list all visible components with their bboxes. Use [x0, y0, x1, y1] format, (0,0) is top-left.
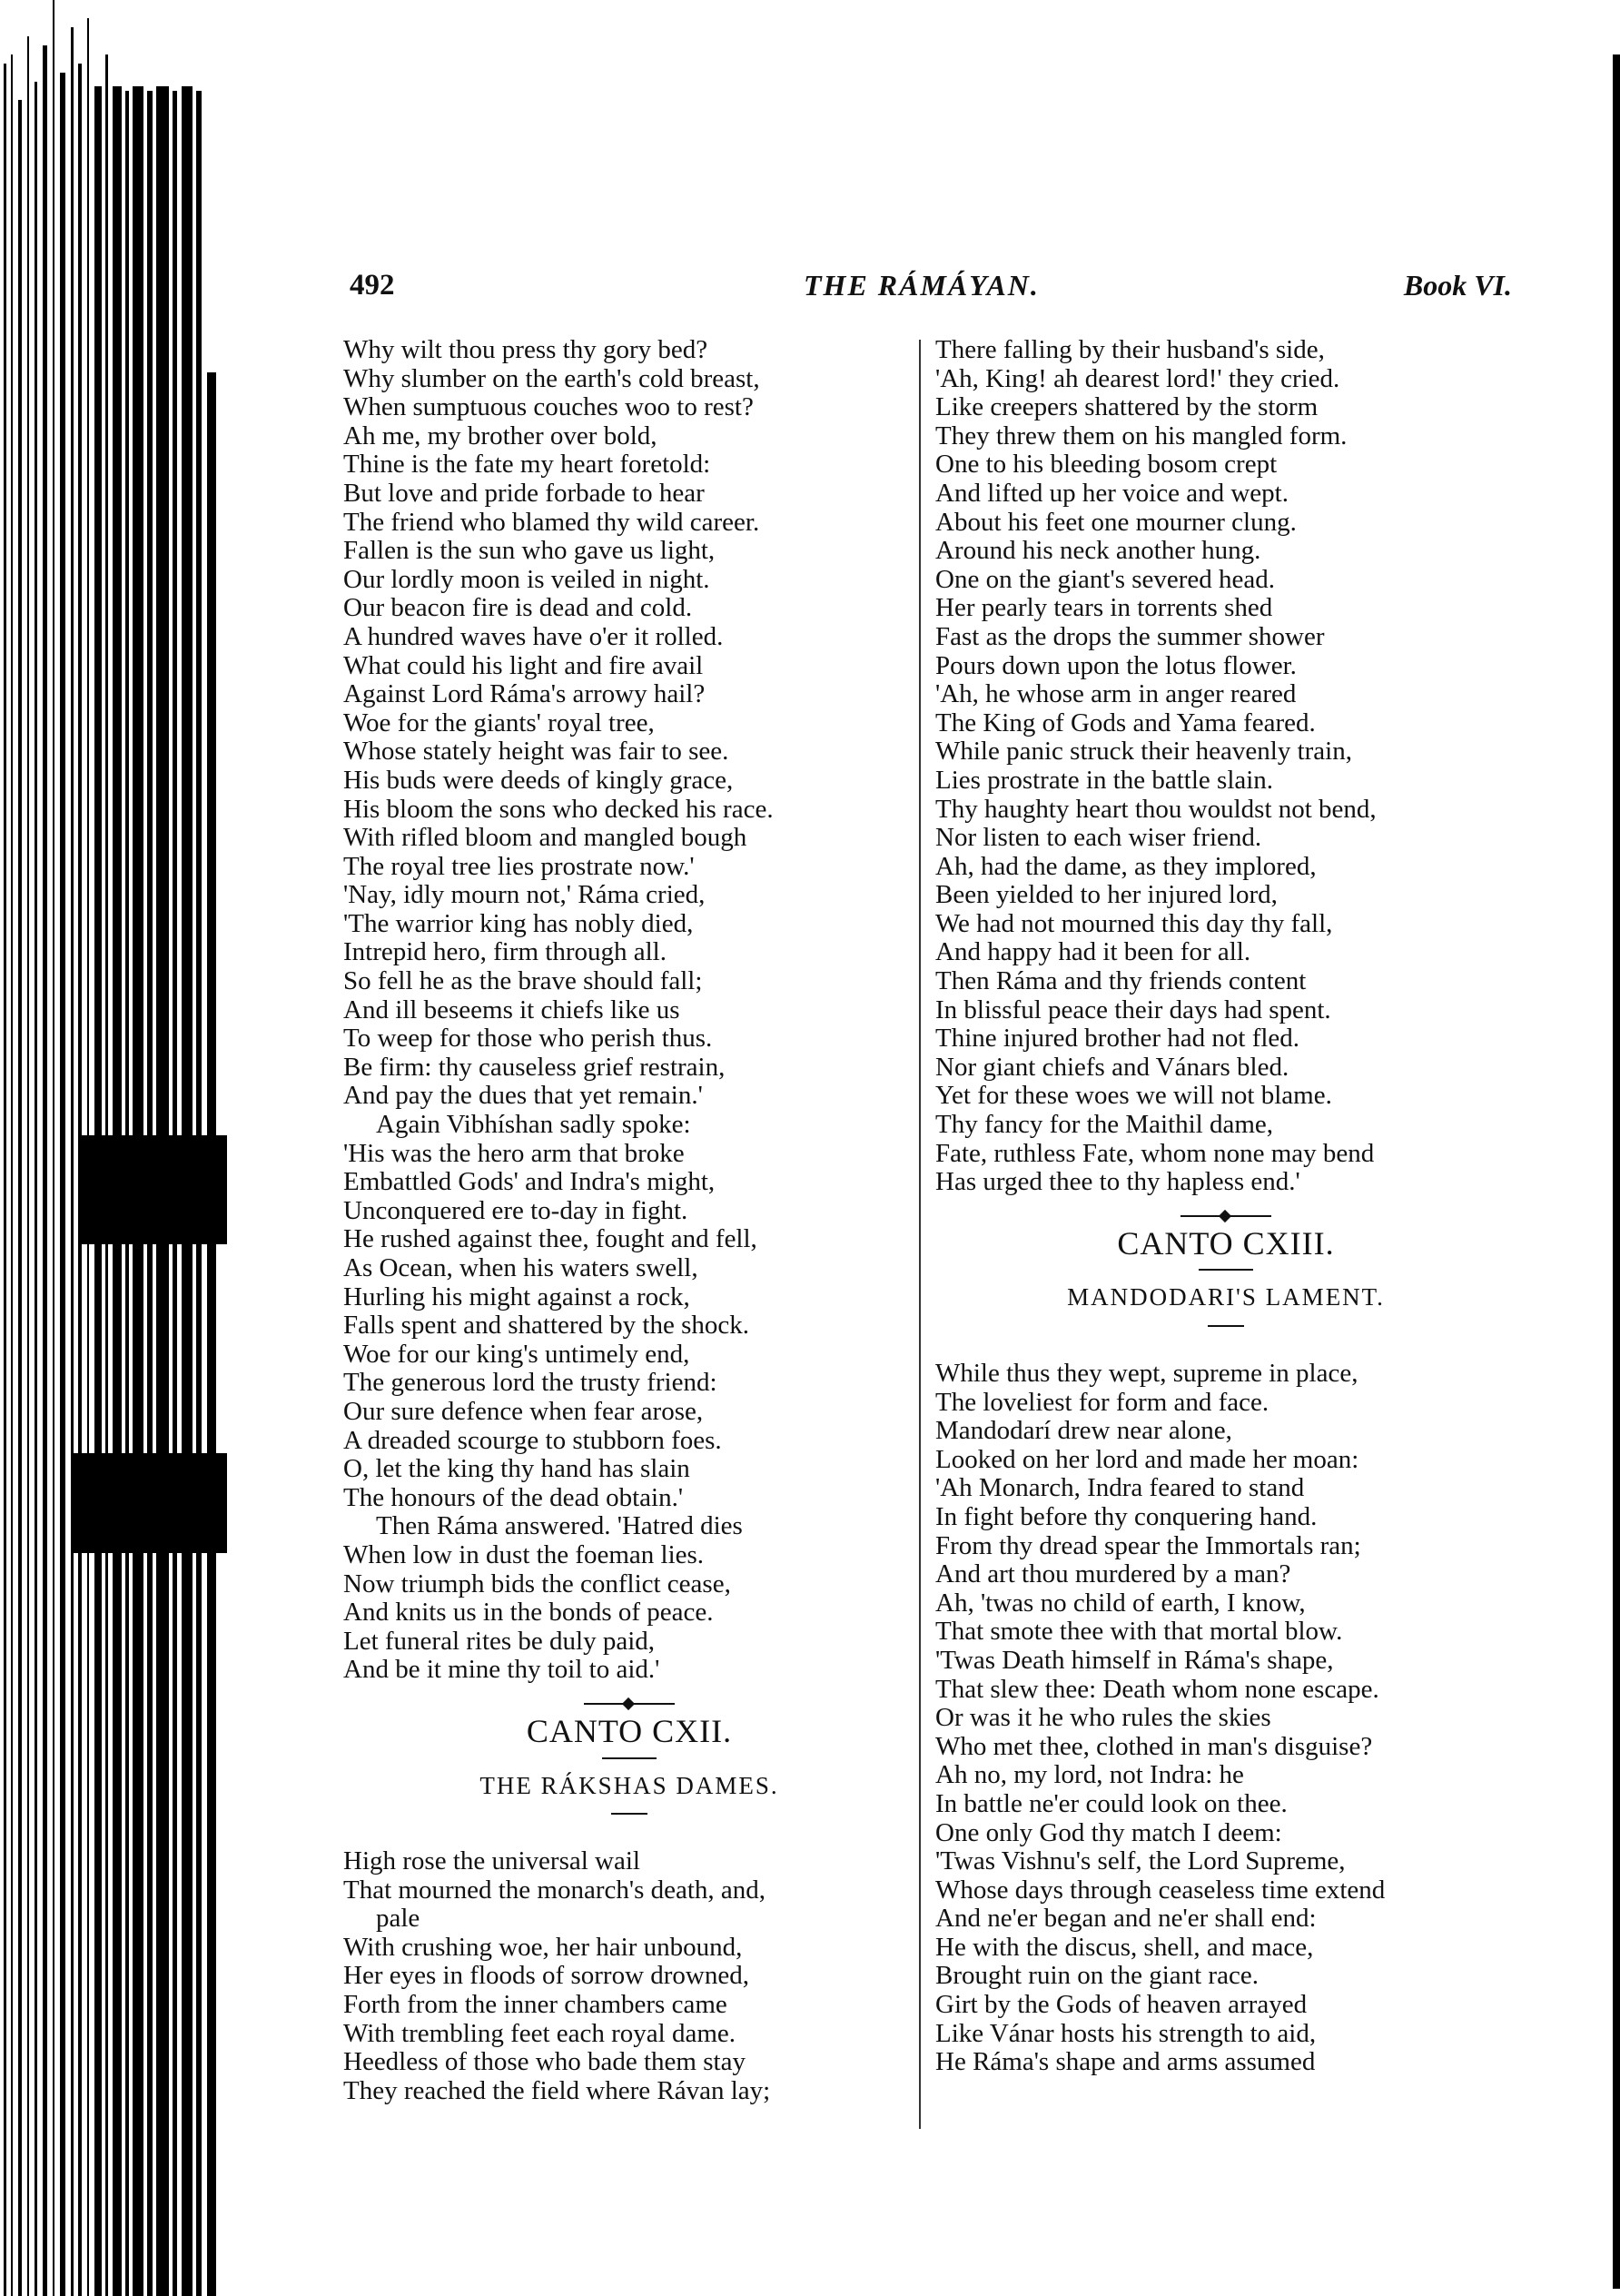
- verse-line: Ah, had the dame, as they implored,: [935, 851, 1317, 881]
- verse-line: Hurling his might against a rock,: [343, 1282, 690, 1311]
- verse-line: They threw them on his mangled form.: [935, 421, 1348, 450]
- right-column: [935, 336, 1516, 2077]
- verse-line: Forth from the inner chambers came: [343, 1990, 727, 2020]
- verse-block: [343, 1140, 915, 1513]
- verse-line: The generous lord the trusty friend:: [343, 1368, 717, 1398]
- verse-line: While thus they wept, supreme in place,: [935, 1359, 1358, 1388]
- verse-block: [343, 1541, 915, 1685]
- verse-line: He rushed against thee, fought and fell,: [343, 1224, 757, 1254]
- page-edge-stripes: [0, 0, 227, 2296]
- verse-line: The King of Gods and Yama feared.: [935, 708, 1316, 737]
- verse-line: Falls spent and shattered by the shock.: [343, 1311, 749, 1341]
- verse-line: There falling by their husband's side,: [935, 335, 1325, 364]
- verse-line: 'His was the hero arm that broke: [343, 1138, 685, 1168]
- verse-line: Ah no, my lord, not Indra: he: [935, 1760, 1244, 1790]
- verse-line: So fell he as the brave should fall;: [343, 966, 703, 996]
- verse-line: Our sure defence when fear arose,: [343, 1396, 704, 1426]
- verse-line: A dreaded scourge to stubborn foes.: [343, 1425, 722, 1455]
- verse-line: One on the giant's severed head.: [935, 564, 1276, 594]
- verse-line: Woe for the giants' royal tree,: [343, 708, 655, 737]
- verse-line: And ill beseems it chiefs like us: [343, 995, 680, 1024]
- verse-line: The royal tree lies prostrate now.': [343, 851, 695, 881]
- verse-line: O, let the king thy hand has slain: [343, 1454, 690, 1484]
- verse-line: Against Lord Ráma's arrowy hail?: [343, 679, 706, 709]
- verse-line: Let funeral rites be duly paid,: [343, 1626, 656, 1656]
- verse-line: One only God thy match I deem:: [935, 1817, 1282, 1847]
- verse-line: 'Ah, he whose arm in anger reared: [935, 679, 1297, 709]
- verse-line: To weep for those who perish thus.: [343, 1024, 713, 1054]
- verse-line: Who met thee, clothed in man's disguise?: [935, 1731, 1373, 1761]
- verse-line: Whose days through ceaseless time extend: [935, 1875, 1386, 1905]
- verse-line: Been yielded to her injured lord,: [935, 880, 1278, 910]
- verse-block: [343, 336, 915, 1111]
- verse-line: The friend who blamed thy wild career.: [343, 507, 760, 537]
- verse-line: From thy dread spear the Immortals ran;: [935, 1530, 1361, 1560]
- verse-line: His buds were deeds of kingly grace,: [343, 765, 734, 795]
- verse-line: And knits us in the bonds of peace.: [343, 1598, 714, 1628]
- verse-line: Or was it he who rules the skies: [935, 1703, 1271, 1733]
- verse-line: 'Ah Monarch, Indra feared to stand: [935, 1473, 1305, 1503]
- verse-line: Then Ráma and thy friends content: [935, 966, 1307, 996]
- verse-line: Looked on her lord and made her moan:: [935, 1444, 1359, 1474]
- page-number: 492: [350, 269, 395, 302]
- verse-line: That smote thee with that mortal blow.: [935, 1617, 1343, 1647]
- verse-line: When sumptuous couches woo to rest?: [343, 392, 754, 422]
- verse-line: pale: [376, 1904, 420, 1934]
- verse-line: He Ráma's shape and arms assumed: [935, 2047, 1316, 2077]
- verse-line: With crushing woe, her hair unbound,: [343, 1932, 743, 1962]
- verse-line: And art thou murdered by a man?: [935, 1559, 1291, 1589]
- verse-line: 'Ah, King! ah dearest lord!' they cried.: [935, 363, 1340, 393]
- verse-line: About his feet one mourner clung.: [935, 507, 1297, 537]
- verse-line: With rifled bloom and mangled bough: [343, 823, 747, 853]
- verse-line: Thine injured brother had not fled.: [935, 1024, 1300, 1054]
- verse-line: Nor listen to each wiser friend.: [935, 823, 1262, 853]
- verse-line: Fast as the drops the summer shower: [935, 621, 1325, 651]
- verse-line: High rose the universal wail: [343, 1846, 640, 1876]
- verse-line: Thy fancy for the Maithil dame,: [935, 1110, 1274, 1140]
- verse-block: [343, 1847, 915, 1905]
- right-page-edge: [1613, 54, 1620, 2289]
- verse-line: Pours down upon the lotus flower.: [935, 650, 1297, 680]
- subtitle-rule: [1208, 1325, 1244, 1327]
- verse-line: Our beacon fire is dead and cold.: [343, 593, 693, 623]
- verse-line: Our lordly moon is veiled in night.: [343, 564, 710, 594]
- verse-line: When low in dust the foeman lies.: [343, 1539, 705, 1569]
- verse-line: And happy had it been for all.: [935, 937, 1251, 967]
- verse-line: But love and pride forbade to hear: [343, 478, 705, 508]
- verse-line: Be firm: thy causeless grief restrain,: [343, 1052, 726, 1082]
- verse-line: Her eyes in floods of sorrow drowned,: [343, 1961, 749, 1991]
- ornament-divider: [584, 1699, 675, 1708]
- verse-line: What could his light and fire avail: [343, 650, 704, 680]
- verse-line: Like Vánar hosts his strength to aid,: [935, 2018, 1317, 2048]
- verse-line: His bloom the sons who decked his race.: [343, 794, 774, 824]
- verse-line: And pay the dues that yet remain.': [343, 1081, 703, 1111]
- verse-line: We had not mourned this day thy fall,: [935, 908, 1333, 938]
- verse-block: [935, 1360, 1516, 2077]
- verse-line: Ah me, my brother over bold,: [343, 421, 657, 450]
- verse-line: Thine is the fate my heart foretold:: [343, 450, 711, 480]
- heading-rule: [1199, 1269, 1253, 1271]
- verse-line: Her pearly tears in torrents shed: [935, 593, 1273, 623]
- verse-line: Fate, ruthless Fate, whom none may bend: [935, 1138, 1375, 1168]
- canto-heading: CANTO CXII.: [526, 1712, 733, 1749]
- verse-line: Heedless of those who bade them stay: [343, 2047, 746, 2077]
- verse-line: 'Twas Death himself in Ráma's shape,: [935, 1645, 1334, 1675]
- verse-line: Unconquered ere to-day in fight.: [343, 1195, 688, 1225]
- verse-line: Brought ruin on the giant race.: [935, 1961, 1259, 1991]
- verse-line: He with the discus, shell, and mace,: [935, 1932, 1314, 1962]
- verse-line: Embattled Gods' and Indra's might,: [343, 1167, 716, 1197]
- verse-line: Intrepid hero, firm through all.: [343, 937, 667, 967]
- page-header: [350, 269, 1512, 323]
- verse-line: While panic struck their heavenly train,: [935, 737, 1352, 767]
- verse-line: Has urged thee to thy hapless end.': [935, 1167, 1300, 1197]
- verse-line: Woe for our king's untimely end,: [343, 1339, 690, 1369]
- verse-line: The honours of the dead obtain.': [343, 1482, 684, 1512]
- verse-line: Like creepers shattered by the storm: [935, 392, 1319, 422]
- verse-line: Girt by the Gods of heaven arrayed: [935, 1990, 1308, 2020]
- verse-line: Ah, 'twas no child of earth, I know,: [935, 1588, 1306, 1618]
- verse-line: Whose stately height was fair to see.: [343, 737, 729, 767]
- verse-line: Around his neck another hung.: [935, 536, 1261, 566]
- verse-line: Mandodarí drew near alone,: [935, 1416, 1232, 1446]
- verse-line: 'Twas Vishnu's self, the Lord Supreme,: [935, 1846, 1346, 1876]
- verse-line: Thy haughty heart thou wouldst not bend,: [935, 794, 1377, 824]
- verse-line: 'The warrior king has nobly died,: [343, 908, 694, 938]
- verse-line: Yet for these woes we will not blame.: [935, 1081, 1332, 1111]
- running-title: THE RÁMÁYAN.: [804, 269, 1040, 302]
- verse-line: They reached the field where Rávan lay;: [343, 2075, 771, 2105]
- verse-block: [343, 1934, 915, 2106]
- verse-line: In battle ne'er could look on thee.: [935, 1788, 1288, 1818]
- column-divider: [919, 340, 921, 2129]
- canto-subtitle: MANDODARI'S LAMENT.: [1067, 1283, 1385, 1311]
- verse-line: The loveliest for form and face.: [935, 1387, 1269, 1417]
- canto-heading: CANTO CXIII.: [1117, 1224, 1335, 1262]
- verse-line: Nor giant chiefs and Vánars bled.: [935, 1052, 1289, 1082]
- verse-line: Lies prostrate in the battle slain.: [935, 765, 1274, 795]
- verse-line: Again Vibhíshan sadly spoke:: [376, 1110, 691, 1140]
- book-reference: Book VI.: [1403, 269, 1512, 302]
- verse-line: One to his bleeding bosom crept: [935, 450, 1278, 480]
- ornament-divider: [1180, 1212, 1271, 1221]
- verse-line: And ne'er began and ne'er shall end:: [935, 1904, 1317, 1934]
- verse-block: [935, 336, 1516, 1197]
- verse-line: With trembling feet each royal dame.: [343, 2018, 736, 2048]
- verse-line: 'Nay, idly mourn not,' Ráma cried,: [343, 880, 706, 910]
- verse-line: That slew thee: Death whom none escape.: [935, 1674, 1379, 1704]
- verse-line: Now triumph bids the conflict cease,: [343, 1569, 731, 1598]
- verse-line: Fallen is the sun who gave us light,: [343, 536, 716, 566]
- verse-line: As Ocean, when his waters swell,: [343, 1253, 698, 1282]
- heading-rule: [602, 1757, 657, 1759]
- canto-subtitle: THE RÁKSHAS DAMES.: [479, 1771, 779, 1799]
- verse-line: In fight before thy conquering hand.: [935, 1501, 1318, 1531]
- verse-line: Then Ráma answered. 'Hatred dies: [376, 1511, 743, 1541]
- verse-line: Why slumber on the earth's cold breast,: [343, 363, 760, 393]
- verse-line: A hundred waves have o'er it rolled.: [343, 621, 724, 651]
- subtitle-rule: [611, 1813, 647, 1815]
- verse-line: Why wilt thou press thy gory bed?: [343, 335, 708, 364]
- verse-line: That mourned the monarch's death, and,: [343, 1875, 766, 1905]
- verse-line: And lifted up her voice and wept.: [935, 478, 1289, 508]
- verse-line: In blissful peace their days had spent.: [935, 995, 1331, 1024]
- left-column: [343, 336, 915, 2105]
- verse-line: And be it mine thy toil to aid.': [343, 1655, 660, 1685]
